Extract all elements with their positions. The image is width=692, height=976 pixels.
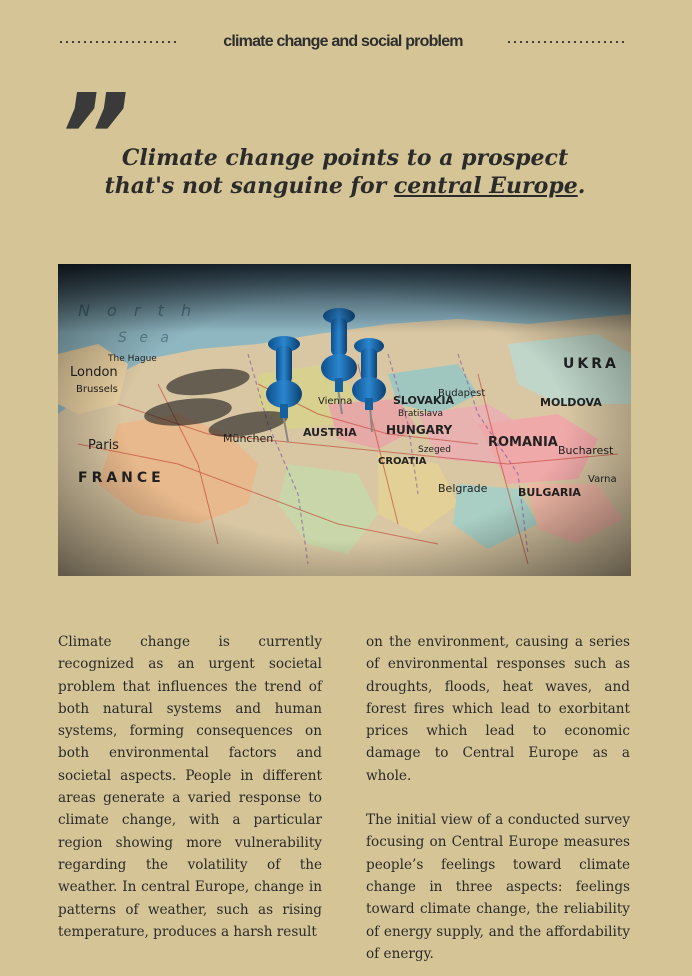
europe-map-photo: [58, 264, 631, 576]
body-column-left: [58, 631, 322, 943]
pull-quote-period: .: [577, 173, 586, 199]
pull-quote: [90, 144, 600, 200]
map-illustration: [58, 264, 631, 576]
header-title: climate change and social problem: [223, 33, 463, 50]
dotted-divider-left: [58, 41, 180, 43]
quote-mark-icon: ”: [44, 68, 136, 206]
body-column-right: [366, 631, 630, 965]
dotted-divider-right: [506, 41, 628, 43]
page-header: [58, 30, 628, 54]
central-europe-link[interactable]: central Europe: [393, 173, 578, 199]
body-paragraph: Climate change is currently recognized as an urgent societal problem that influences the trend of both natural systems and human systems, forming consequences on both environmental factors and societal aspects. People in different areas generate a varied response to climate change, with a particular region showing more vulnerability regarding the volatility of the weather. In central Europe, change in patterns of weather, such as rising temperature, produces a harsh result: [58, 634, 322, 940]
body-paragraph: on the environment, causing a series of environmental responses such as droughts, floods, heat waves, and forest fires which lead to exorbitant prices which lead to economic damage to Central Europe as a whole.: [366, 634, 630, 784]
pull-quote-text: Climate change points to a prospect that's not sanguine for: [104, 145, 569, 199]
body-paragraph: The initial view of a conducted survey focusing on Central Europe measures people’s feelings toward climate change in three aspects: feelings toward climate change, the reliability of energy supply, and the affordability of energy.: [366, 812, 630, 962]
